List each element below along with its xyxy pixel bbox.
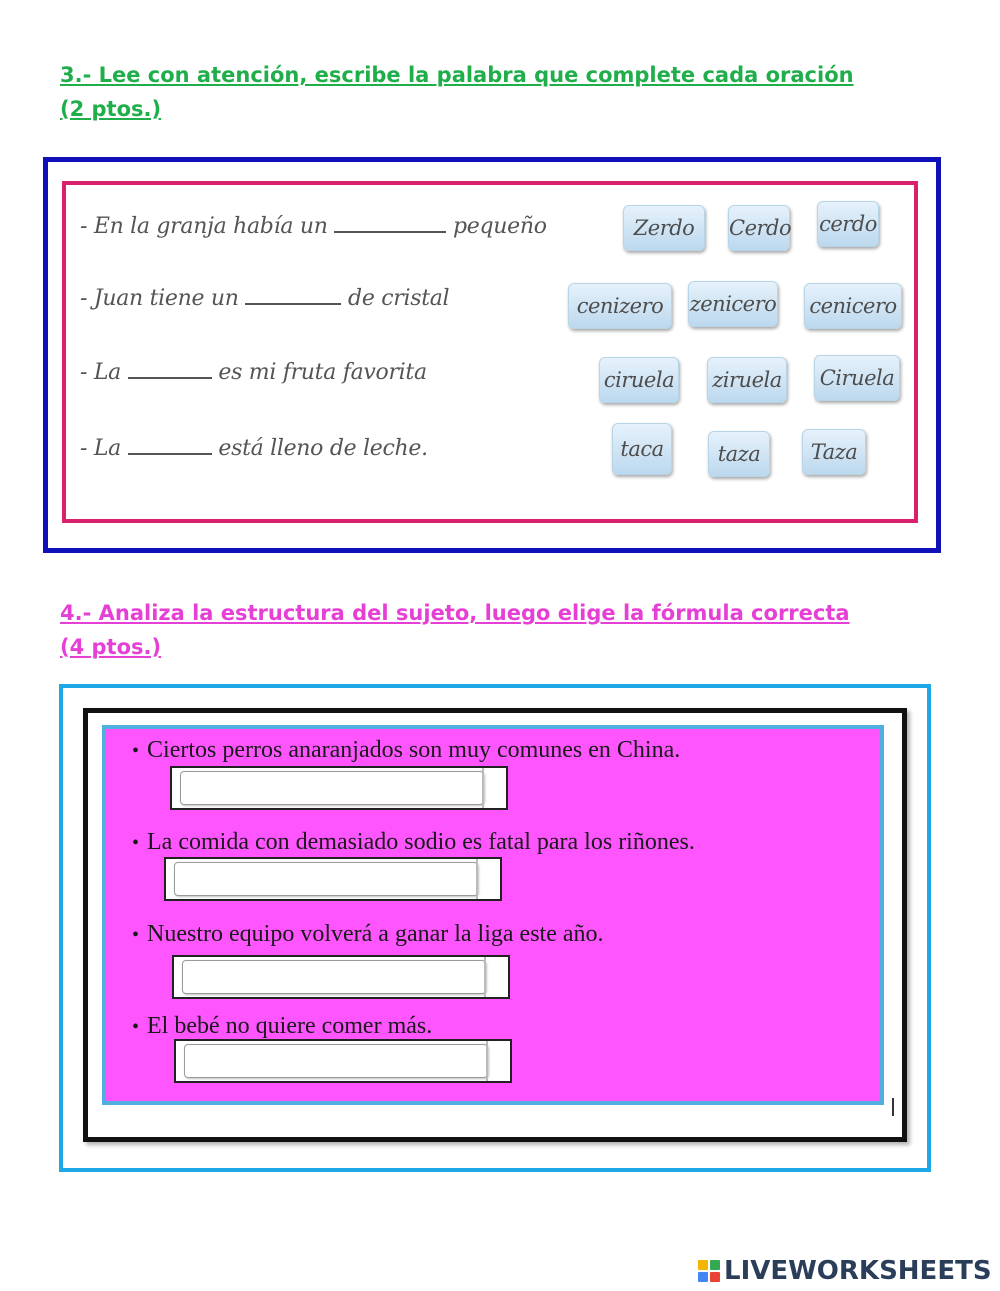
answer-box-2-edge	[476, 859, 478, 899]
bullet-2: •	[132, 832, 140, 854]
liveworksheets-blocks-icon	[698, 1260, 720, 1282]
bullet-4: •	[132, 1016, 140, 1038]
sentence-2-before: - Juan tiene un	[80, 286, 239, 311]
answer-box-3	[172, 955, 510, 999]
logo-block-4	[710, 1272, 720, 1282]
option-taca[interactable]: taca	[612, 423, 672, 475]
option-cenizero[interactable]: cenizero	[568, 283, 672, 329]
section4-heading-line1: 4.- Analiza la estructura del sujeto, luego elige la fórmula correcta	[60, 601, 850, 625]
section3-heading	[60, 58, 950, 126]
exercise4-black-frame	[83, 708, 907, 1142]
exercise3-panel	[62, 181, 918, 523]
exercise4-frame	[59, 684, 931, 1172]
item-1	[132, 737, 680, 764]
section3-heading-line1: 3.- Lee con atención, escribe la palabra que complete cada oración	[60, 63, 854, 87]
item-3-text: Nuestro equipo volverá a ganar la liga este año.	[147, 921, 604, 947]
answer-input-1[interactable]	[180, 771, 484, 805]
sentence-4-before: - La	[80, 436, 121, 461]
option-ciruela-capital[interactable]: Ciruela	[814, 355, 900, 401]
option-zenicero[interactable]: zenicero	[688, 281, 778, 327]
answer-box-4	[174, 1039, 512, 1083]
option-ziruela[interactable]: ziruela	[707, 357, 787, 403]
option-zerdo[interactable]: Zerdo	[623, 205, 705, 251]
answer-box-1	[170, 766, 508, 810]
logo-block-2	[710, 1260, 720, 1270]
answer-box-3-edge	[484, 957, 486, 997]
item-2-text: La comida con demasiado sodio es fatal para los riñones.	[147, 829, 695, 855]
section3-heading-line2: (2 ptos.)	[60, 97, 162, 121]
answer-input-2[interactable]	[174, 862, 478, 896]
sentence-1-after: pequeño	[452, 214, 547, 239]
option-cerdo[interactable]: cerdo	[817, 201, 879, 247]
exercise3-frame	[43, 157, 941, 553]
sentence-4	[80, 435, 428, 461]
section4-heading-line2: (4 ptos.)	[60, 635, 162, 659]
item-4	[132, 1013, 432, 1040]
liveworksheets-logo[interactable]	[698, 1255, 992, 1287]
sentence-4-blank	[128, 435, 212, 455]
sentence-3-after: es mi fruta favorita	[218, 360, 427, 385]
item-3	[132, 921, 604, 948]
sentence-2-blank	[245, 285, 341, 305]
sentence-4-after: está lleno de leche.	[218, 436, 428, 461]
option-taza-capital[interactable]: Taza	[802, 429, 866, 475]
sentence-2	[80, 285, 449, 311]
logo-block-1	[698, 1260, 708, 1270]
exercise4-panel	[102, 725, 884, 1105]
answer-box-4-edge	[486, 1041, 488, 1081]
option-taza[interactable]: taza	[708, 431, 770, 477]
item-1-text: Ciertos perros anaranjados son muy comunes en China.	[147, 737, 681, 763]
answer-box-2	[164, 857, 502, 901]
sentence-2-after: de cristal	[348, 286, 450, 311]
bullet-3: •	[132, 924, 140, 946]
sentence-1-blank	[334, 213, 446, 233]
sentence-3	[80, 359, 427, 385]
item-2	[132, 829, 695, 856]
bullet-1: •	[132, 740, 140, 762]
answer-box-1-edge	[482, 768, 484, 808]
item-4-text: El bebé no quiere comer más.	[147, 1013, 433, 1039]
option-cenicero[interactable]: cenicero	[804, 283, 902, 329]
sentence-1	[80, 213, 547, 239]
answer-input-4[interactable]	[184, 1044, 488, 1078]
sentence-1-before: - En la granja había un	[80, 214, 328, 239]
option-ciruela[interactable]: ciruela	[599, 357, 679, 403]
logo-block-3	[698, 1272, 708, 1282]
answer-input-3[interactable]	[182, 960, 486, 994]
text-cursor-mark	[892, 1098, 894, 1116]
option-cerdo-capital[interactable]: Cerdo	[728, 205, 790, 251]
sentence-3-blank	[128, 359, 212, 379]
section4-heading	[60, 596, 950, 664]
logo-text: LIVEWORKSHEETS	[724, 1256, 992, 1286]
sentence-3-before: - La	[80, 360, 121, 385]
